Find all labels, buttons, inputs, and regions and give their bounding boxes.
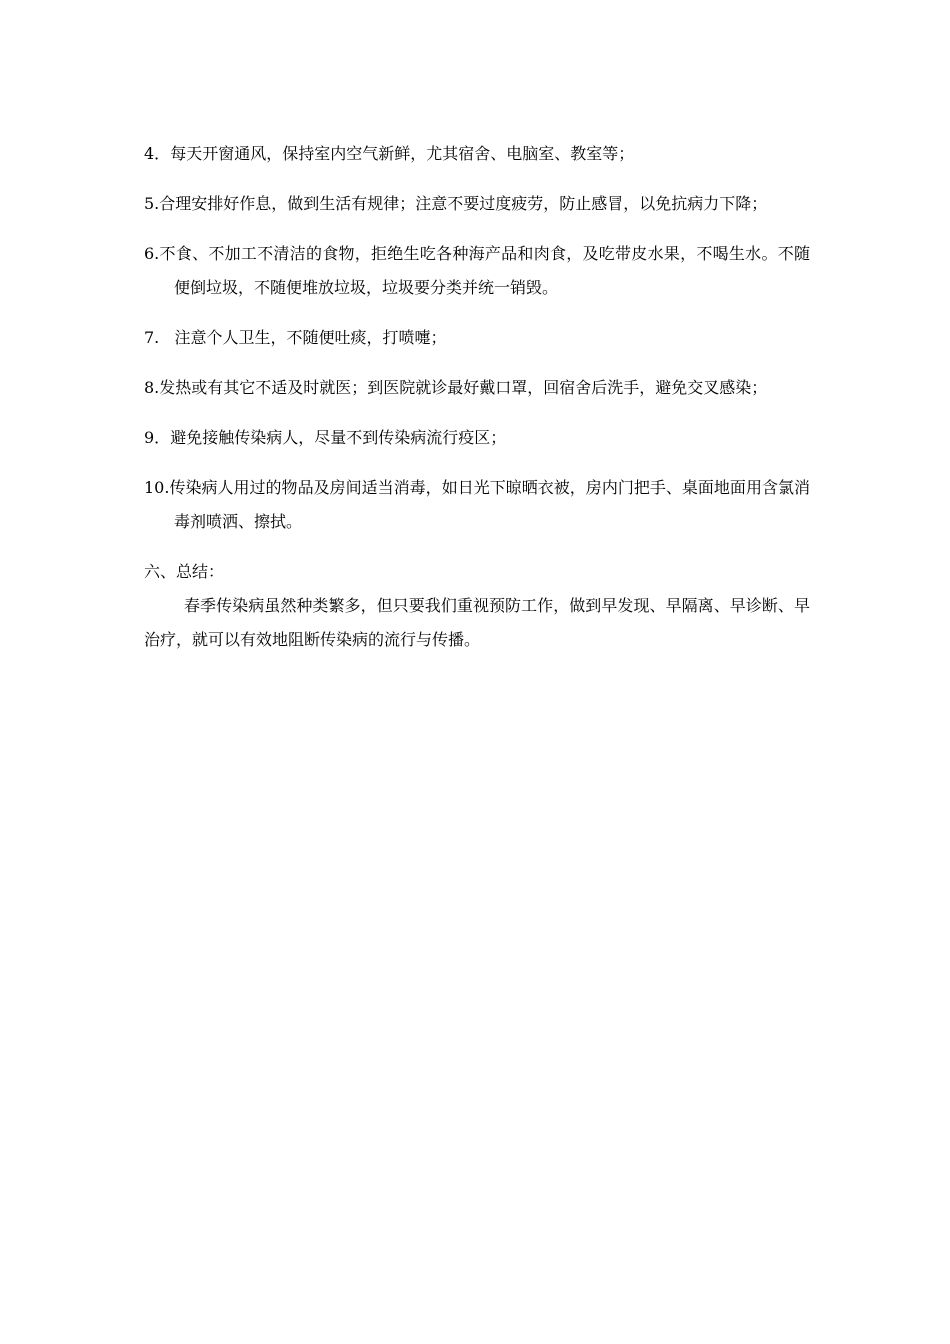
list-item [144, 371, 810, 405]
section-heading: 六、总结： [144, 562, 225, 581]
list-item-text: 每天开窗通风，保持室内空气新鲜，尤其宿舍、电脑室、教室等； [170, 144, 635, 163]
list-item-number: 6. [144, 244, 160, 263]
list-item-number: 5. [144, 194, 160, 213]
list-item-text: 避免接触传染病人，尽量不到传染病流行疫区； [170, 428, 507, 447]
list-item-text: 注意个人卫生，不随便吐痰，打喷嚏； [174, 328, 447, 347]
list-item-text: 发热或有其它不适及时就医；到医院就诊最好戴口罩，回宿舍后洗手，避免交叉感染； [159, 378, 768, 397]
list-item-number: 8. [144, 378, 160, 397]
list-item-text: 不食、不加工不清洁的食物，拒绝生吃各种海产品和肉食，及吃带皮水果，不喝生水。不随便倒垃圾，不随便堆放垃圾，垃圾要分类并统一销毁。 [159, 244, 810, 297]
list-item [144, 237, 810, 305]
list-item-number: 10. [144, 478, 170, 497]
list-item-text: 合理安排好作息，做到生活有规律；注意不要过度疲劳，防止感冒，以免抗病力下降； [159, 194, 768, 213]
document-body [144, 121, 810, 657]
list-item [144, 321, 810, 355]
list-item [144, 421, 810, 455]
list-item [144, 471, 810, 539]
list-item [144, 137, 810, 171]
list-item-number: 9． [144, 428, 171, 447]
list-item-text: 传染病人用过的物品及房间适当消毒，如日光下晾晒衣被，房内门把手、桌面地面用含氯消毒剂喷洒、擦拭。 [169, 478, 810, 531]
summary-paragraph: 春季传染病虽然种类繁多，但只要我们重视预防工作，做到早发现、早隔离、早诊断、早治疗，就可以有效地阻断传染病的流行与传播。 [144, 596, 810, 649]
list-item-number: 4． [144, 144, 171, 163]
list-item [144, 187, 810, 221]
list-item-number: 7. [144, 328, 175, 347]
